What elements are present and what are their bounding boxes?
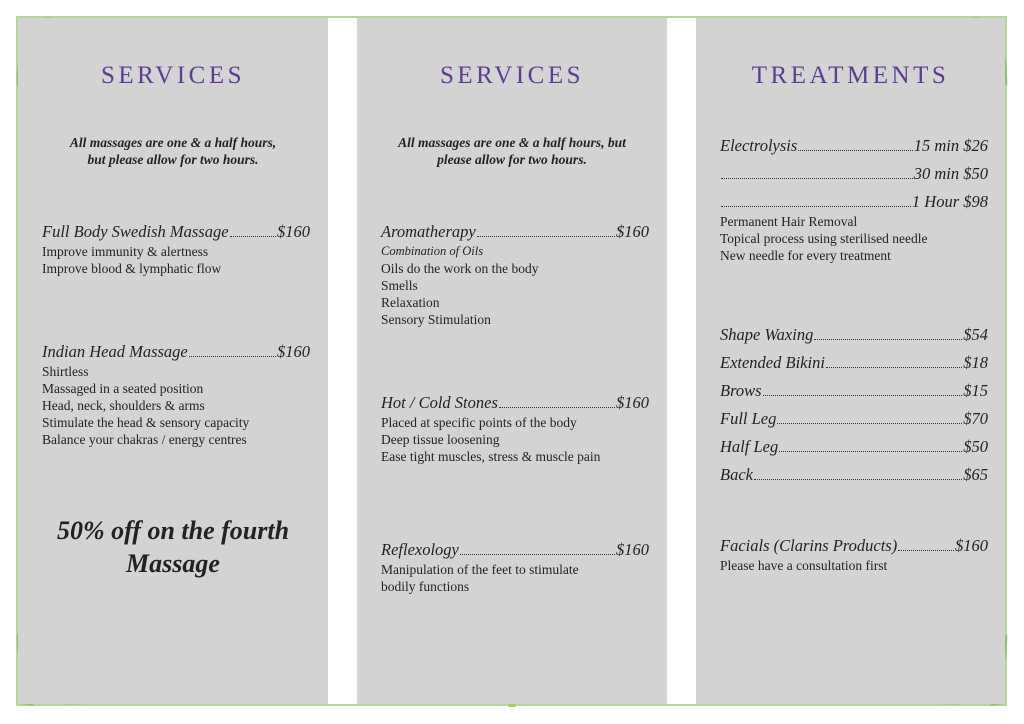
service-description-line: Relaxation xyxy=(381,295,440,310)
service-price: $160 xyxy=(277,222,310,241)
promo-offer: 50% off on the fourth Massage xyxy=(56,516,290,578)
dot-leader xyxy=(763,395,963,396)
treatment-description-line: Permanent Hair Removal xyxy=(720,214,858,229)
dot-leader xyxy=(189,356,276,357)
service-description-line: Placed at specific points of the body xyxy=(381,415,577,430)
dot-leader xyxy=(814,339,962,340)
dot-leader xyxy=(230,236,276,237)
service-price: $160 xyxy=(616,540,649,559)
treatment-price: $54 xyxy=(963,325,988,344)
service-description-line: Improve immunity & alertness xyxy=(42,244,209,259)
treatment-option: 30 min $50 xyxy=(913,164,988,183)
treatment-name: Back xyxy=(720,465,753,484)
service-description-line: Deep tissue loosening xyxy=(381,432,500,447)
service-description-line: Balance your chakras / energy centres xyxy=(42,432,247,447)
waxing-list xyxy=(720,324,988,492)
dot-leader xyxy=(898,550,954,551)
dot-leader xyxy=(460,554,615,555)
service-price: $160 xyxy=(277,342,310,361)
service-description-line: Ease tight muscles, stress & muscle pain xyxy=(381,449,601,464)
treatment-price: $65 xyxy=(963,465,988,484)
service-name: Indian Head Massage xyxy=(42,342,188,361)
treatment-name: Brows xyxy=(720,381,762,400)
service-description-line: bodily functions xyxy=(381,579,470,594)
dot-leader xyxy=(779,451,962,452)
treatment-description-line: Topical process using sterilised needle xyxy=(720,231,928,246)
dot-leader xyxy=(499,407,615,408)
treatment-name: Extended Bikini xyxy=(720,353,825,372)
dot-leader xyxy=(826,367,962,368)
treatment-option: 15 min $26 xyxy=(913,136,988,155)
treatment-price: $18 xyxy=(963,353,988,372)
services-panel-middle xyxy=(357,18,667,704)
service-name: Aromatherapy xyxy=(381,222,476,241)
services-panel-left xyxy=(18,18,328,704)
treatment-description-line: Please have a consultation first xyxy=(720,558,888,573)
service-description-line: Sensory Stimulation xyxy=(381,312,491,327)
service-description-line: Stimulate the head & sensory capacity xyxy=(42,415,250,430)
massage-duration-note: All massages are one & a half hours, but please allow for two hours. xyxy=(398,135,626,167)
service-subtitle: Combination of Oils xyxy=(381,244,484,258)
dot-leader xyxy=(477,236,615,237)
service-name: Hot / Cold Stones xyxy=(381,393,498,412)
service-name: Full Body Swedish Massage xyxy=(42,222,229,241)
dot-leader xyxy=(754,479,962,480)
facials-item xyxy=(720,535,988,574)
treatment-price: $160 xyxy=(955,536,988,555)
service-name: Reflexology xyxy=(381,540,459,559)
treatments-panel xyxy=(696,18,1005,704)
service-description-line: Improve blood & lymphatic flow xyxy=(42,261,222,276)
service-description-line: Massaged in a seated position xyxy=(42,381,204,396)
dot-leader xyxy=(777,423,962,424)
service-description-line: Smells xyxy=(381,278,418,293)
treatment-price: $15 xyxy=(963,381,988,400)
panel-heading: TREATMENTS xyxy=(751,62,950,89)
panel-heading: SERVICES xyxy=(100,62,246,89)
service-item xyxy=(42,341,310,448)
service-description-line: Shirtless xyxy=(42,364,89,379)
panel-heading: SERVICES xyxy=(439,62,585,89)
service-price: $160 xyxy=(616,393,649,412)
treatment-name: Half Leg xyxy=(720,437,779,456)
service-item xyxy=(381,539,649,595)
service-description-line: Manipulation of the feet to stimulate xyxy=(381,562,579,577)
service-description-line: Oils do the work on the body xyxy=(381,261,539,276)
massage-duration-note: All massages are one & a half hours, but please allow for two hours. xyxy=(69,135,277,167)
service-item xyxy=(381,221,649,328)
treatment-name: Facials (Clarins Products) xyxy=(720,536,898,555)
dot-leader xyxy=(721,178,913,179)
service-description-line: Head, neck, shoulders & arms xyxy=(42,398,205,413)
service-item xyxy=(381,392,649,465)
dot-leader xyxy=(721,206,911,207)
treatment-option: 1 Hour $98 xyxy=(911,192,988,211)
treatment-name: Full Leg xyxy=(720,409,777,428)
dot-leader xyxy=(798,150,912,151)
electrolysis-item xyxy=(720,135,988,264)
treatment-name: Shape Waxing xyxy=(720,325,814,344)
treatment-name: Electrolysis xyxy=(720,136,798,155)
service-price: $160 xyxy=(616,222,649,241)
treatment-description-line: New needle for every treatment xyxy=(720,248,891,263)
treatment-price: $50 xyxy=(963,437,988,456)
service-item xyxy=(42,221,310,277)
treatment-price: $70 xyxy=(963,409,988,428)
